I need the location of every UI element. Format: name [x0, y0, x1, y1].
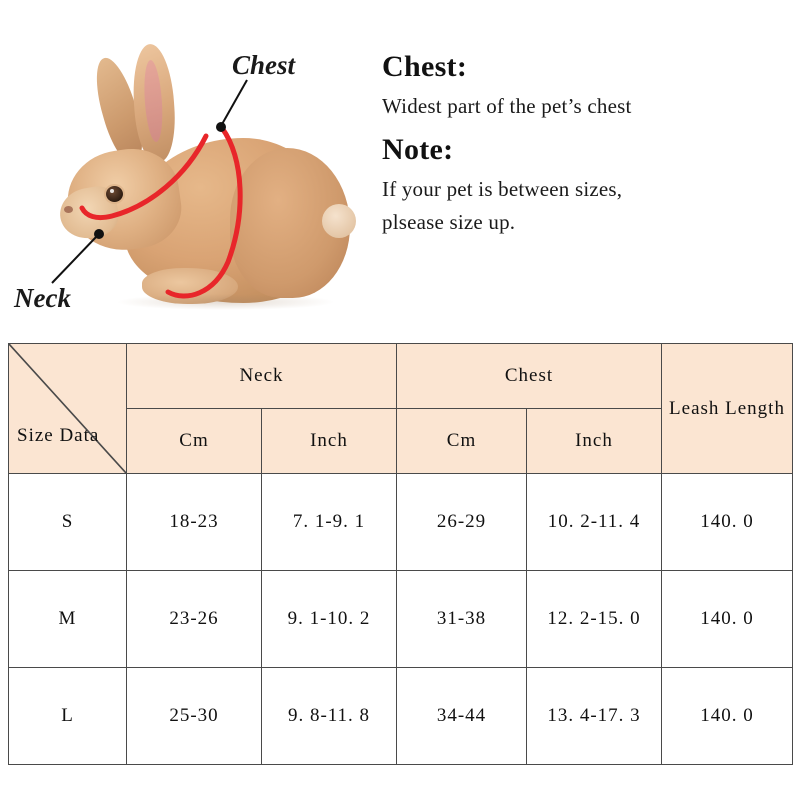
chest-label: Chest — [232, 50, 296, 80]
header-leash-length: Leash Length — [662, 344, 793, 474]
row-chest-inch: 13. 4-17. 3 — [527, 668, 662, 765]
row-neck-cm: 25-30 — [127, 668, 262, 765]
row-chest-inch: 10. 2-11. 4 — [527, 474, 662, 571]
row-size: S — [9, 474, 127, 571]
chest-leader-line — [221, 80, 247, 126]
chest-leader-dot — [216, 122, 226, 132]
table-row — [9, 571, 793, 668]
table-row — [9, 474, 793, 571]
size-table-wrapper — [8, 343, 792, 765]
row-leash-cm: 140. 0 — [662, 668, 793, 765]
row-chest-cm: 31-38 — [397, 571, 527, 668]
chest-measure-line — [168, 128, 240, 296]
row-neck-cm: 18-23 — [127, 474, 262, 571]
note-heading: Note: — [382, 133, 454, 166]
row-chest-cm: 26-29 — [397, 474, 527, 571]
note-line-1: If your pet is between sizes, — [382, 177, 623, 201]
top-section — [0, 0, 800, 340]
header-chest-inch: Inch — [527, 409, 662, 474]
header-neck-cm: Cm — [127, 409, 262, 474]
row-neck-cm: 23-26 — [127, 571, 262, 668]
row-leash-cm: 140. 0 — [662, 474, 793, 571]
header-chest-cm: Cm — [397, 409, 527, 474]
row-neck-inch: 7. 1-9. 1 — [262, 474, 397, 571]
note-line-2: plsease size up. — [382, 210, 516, 234]
header-neck: Neck — [127, 344, 397, 409]
table-row — [9, 668, 793, 765]
rabbit-illustration — [0, 0, 370, 340]
size-table — [8, 343, 793, 765]
table-header-group-row — [9, 344, 793, 409]
neck-label: Neck — [14, 283, 71, 313]
corner-cell — [9, 344, 127, 474]
neck-measure-line — [82, 136, 206, 218]
header-neck-inch: Inch — [262, 409, 397, 474]
row-neck-inch: 9. 1-10. 2 — [262, 571, 397, 668]
corner-label: Size Data — [17, 425, 100, 446]
row-size: L — [9, 668, 127, 765]
header-chest: Chest — [397, 344, 662, 409]
chest-description: Widest part of the pet’s chest — [382, 94, 632, 118]
row-chest-cm: 34-44 — [397, 668, 527, 765]
chest-heading: Chest: — [382, 50, 468, 83]
row-leash-cm: 140. 0 — [662, 571, 793, 668]
neck-leader-dot — [94, 229, 104, 239]
info-text-block — [382, 50, 792, 249]
row-size: M — [9, 571, 127, 668]
neck-leader-line — [52, 236, 97, 283]
row-chest-inch: 12. 2-15. 0 — [527, 571, 662, 668]
row-neck-inch: 9. 8-11. 8 — [262, 668, 397, 765]
corner-diagonal-line — [9, 344, 126, 473]
